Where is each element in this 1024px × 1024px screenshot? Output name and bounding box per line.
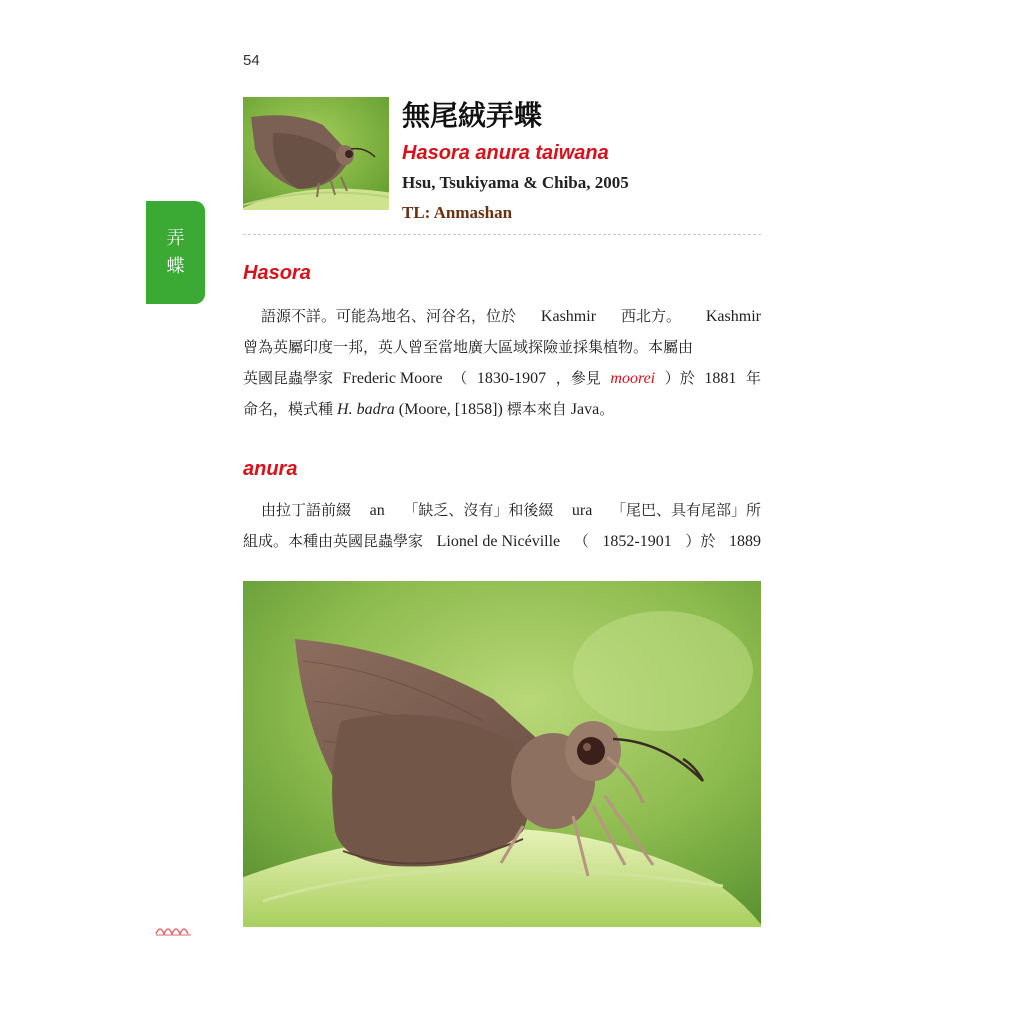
heading-hasora: Hasora (243, 262, 311, 284)
text-run: 命名，模式種 (243, 400, 334, 418)
wave-ornament-icon (155, 921, 193, 940)
text-run: an (369, 502, 385, 519)
text-run: 1881 (704, 370, 737, 387)
text-run: 。 (599, 400, 615, 418)
side-tab-char-2: 蝶 (166, 255, 185, 277)
text-run: Kashmir (705, 308, 761, 325)
text-run: 1852-1901 (602, 533, 672, 550)
text-run: 語源不詳。可能為地名、河谷名，位於 (261, 307, 517, 325)
text-run: （ (573, 532, 589, 550)
text-run: 曾為英屬印度一邦，英人曾至當地廣大區域探險並採集植物。本屬由 (243, 338, 694, 356)
text-run: 標本來自 (506, 400, 567, 418)
paragraph-line (243, 495, 761, 526)
paragraph-line (243, 526, 761, 557)
text-run: (Moore, [1858]) (398, 401, 503, 418)
text-run: ）於 (685, 532, 716, 550)
text-run: Frederic Moore (342, 370, 443, 387)
text-run: moorei (610, 370, 656, 387)
paragraph-line (243, 301, 761, 332)
text-run: H. badra (337, 401, 395, 418)
paragraph-hasora (243, 301, 761, 425)
butterfly-thumbnail-photo (243, 97, 389, 210)
text-run: 由拉丁語前綴 (261, 501, 352, 519)
paragraph-line (243, 363, 761, 394)
text-run: 「尾巴、具有尾部」所 (610, 501, 761, 519)
text-run: ，參見 (555, 369, 601, 387)
page-number: 54 (243, 52, 260, 69)
type-locality: TL: Anmashan (402, 203, 513, 222)
text-run: ura (571, 502, 593, 519)
text-run: 年 (745, 369, 761, 387)
text-run: 組成。本種由英國昆蟲學家 (243, 532, 424, 550)
text-run: 1830-1907 (476, 370, 547, 387)
text-run: Java (570, 401, 600, 418)
paragraph-line (243, 332, 761, 363)
text-run: （ (452, 369, 468, 387)
paragraph-anura (243, 495, 761, 557)
species-scientific-name: Hasora anura taiwana (402, 142, 609, 164)
species-chinese-name: 無尾絨弄蝶 (402, 99, 543, 132)
text-run: 「缺乏、沒有」和後綴 (403, 501, 554, 519)
chapter-side-tab (146, 201, 205, 304)
text-run: 1889 (728, 533, 761, 550)
text-run: Kashmir (540, 308, 597, 325)
side-tab-char-1: 弄 (166, 227, 185, 249)
text-run: ）於 (664, 369, 695, 387)
section-divider (243, 234, 761, 235)
species-authority: Hsu, Tsukiyama & Chiba, 2005 (402, 173, 629, 192)
text-run: 西北方。 (620, 307, 681, 325)
text-run: 英國昆蟲學家 (243, 369, 334, 387)
text-run: Lionel de Nicéville (436, 533, 561, 550)
butterfly-main-photo (243, 581, 761, 927)
paragraph-line (243, 394, 761, 425)
heading-anura: anura (243, 458, 298, 480)
